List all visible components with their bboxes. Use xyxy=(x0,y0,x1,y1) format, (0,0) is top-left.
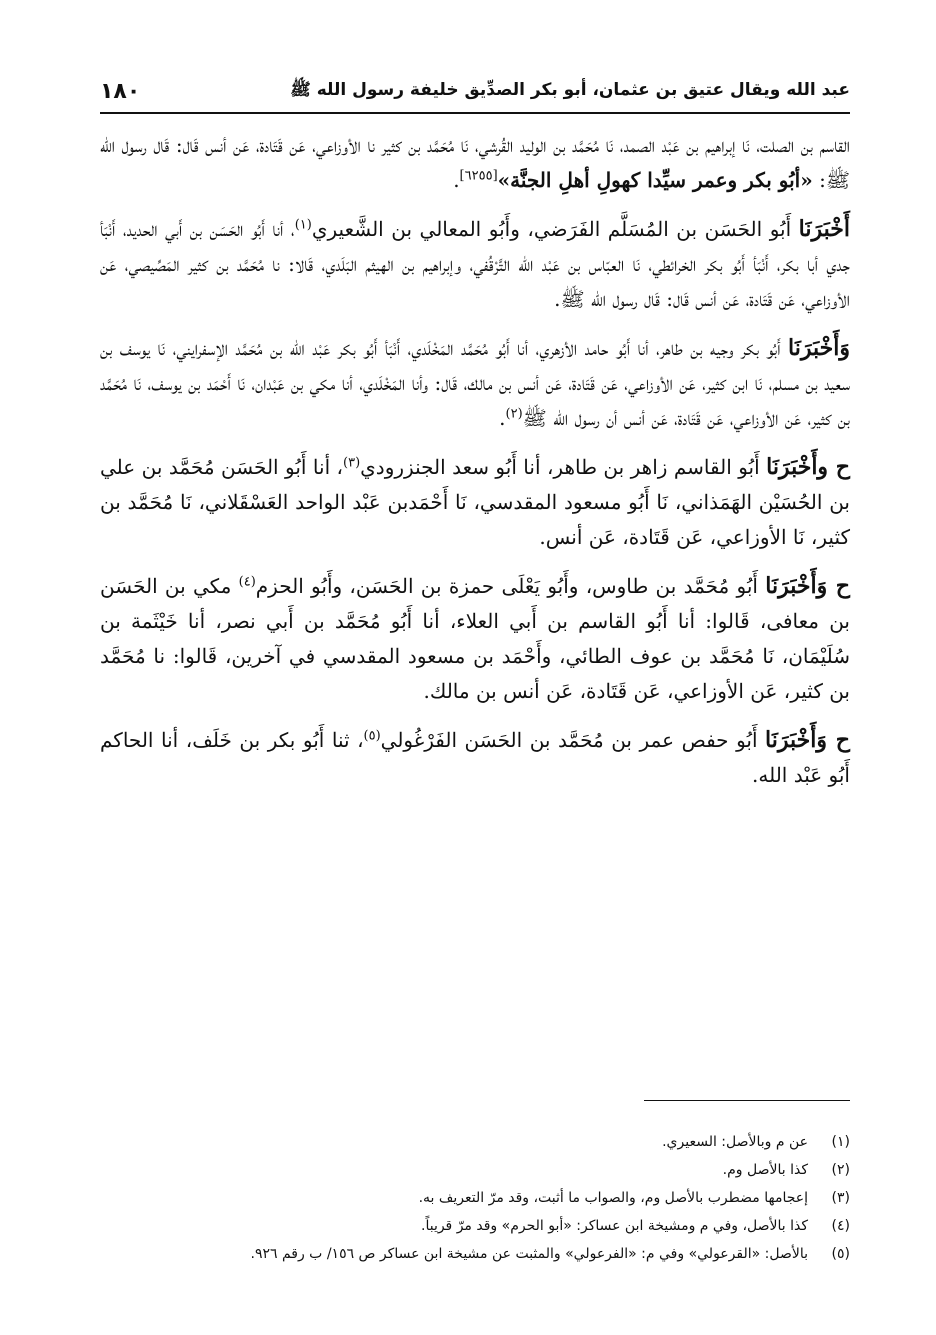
footnote-ref-5[interactable]: (٥) xyxy=(363,728,381,744)
paragraph-lead: ح وَأَخْبَرَنَا xyxy=(765,573,850,599)
footnote-number: (٢) xyxy=(831,1162,850,1178)
footnote-text: عن م وبالأصل: السعيري. xyxy=(662,1134,808,1150)
footnote-text: كذا بالأصل، وفي م ومشيخة ابن عساكر: «أبو الحرم» وقد مرّ قريباً. xyxy=(421,1218,808,1234)
running-title: عبد الله ويقال عتيق بن عثمان، أبو بكر الصدِّيق خليفة رسول الله ﷺ xyxy=(290,79,850,100)
paragraph-3: وَأَخْبَرَنَا أَبُو بكر وجيه بن طاهر، أنا أَبُو حامد الأزهري، أنا أَبُو مُحَمَّد المَخْلَدي، أَنْبَأ أَبُو بكر عَبْد الله بن مُحَمَّد الإسفرايني، نَا يوسف بن سعيد بن مسلم، نَا ابن كثير، عَن الأوزاعي، عَن قَتَادة، عَن أنس بن مالك، قَال: وأنا المَخْلَدي، أنا مكي بن عَبْدان، نَا أَحْمَد بن يوسف، نَا مُحَمَّد بن كثير، عَن الأوزاعي، عَن قَتَادة، عَن أنس أن رسول الله ﷺ$^{(٢)}$. xyxy=(100,335,850,430)
page-header xyxy=(100,74,850,108)
paragraph-5: ح وَأَخْبَرَنَا أَبُو مُحَمَّد بن طاوس، وأَبُو يَعْلَى حمزة بن الحَسَن، وأَبُو الحزم$^{(٤)}$ مكي بن الحَسَن بن معافى، قَالوا: أنا أَبُو القاسم بن أَبي العلاء، أنا أَبُو مُحَمَّد بن أَبي نصر، أنا خَيْثَمة بن سُلَيْمَان، نَا مُحَمَّد بن عوف الطائي، وأَحْمَد بن مسعود المقدسي في آخرين، قَالوا: نا مُحَمَّد بن كثير، عَن الأوزاعي، عَن قَتَادة، عَن أنس بن مالك. xyxy=(100,573,850,703)
footnote-item xyxy=(100,1128,850,1156)
paragraph-1: القاسم بن الصلت، نَا إبراهيم بن عَبْد الصمد، نَا مُحَمَّد بن الوليد القُرشي، نَا مُحَمَّد بن كثير نا الأوزاعي، عَن قَتَادة، عَن أنس قَال: قَال رسول الله ﷺ: «أبُو بكر وعمر سيِّدا كهولِ أهلِ الجنَّة»[٦٢٥٥]. xyxy=(100,133,850,192)
footnote-number: (٤) xyxy=(831,1218,850,1234)
footnote-ref-4[interactable]: (٤) xyxy=(238,574,256,590)
footnote-item xyxy=(100,1240,850,1268)
footnote-item xyxy=(100,1212,850,1240)
header-rule xyxy=(100,112,850,114)
footnote-number: (٣) xyxy=(831,1190,850,1206)
footnote-text: إعجامها مضطرب بالأصل وم، والصواب ما أثبت، وقد مرّ التعريف به. xyxy=(418,1190,808,1206)
paragraph-2: أَخْبَرَنَا أَبُو الحَسَن بن المُسَلَّم الفَرَضي، وأَبُو المعالي بن الشَّعيري$^{(١)}$، أنا أَبُو الحَسَن بن أَبي الحديد، أَنْبَأ جدي أبا بكر، أَنْبَأ أَبُو بكر الخرائطي، نَا العبّاس بن عَبْد الله التَّرْقُفي، وإبراهيم بن الهيثم البَلَدي، قَالا: نا مُحَمَّد بن كثير المَصِّيصي، عَن الأوزاعي، عَن قَتَادة، عَن أنس قَال: قَال رسول الله ﷺ. xyxy=(100,216,850,311)
paragraph-4: ح وأَخْبَرَنَا أَبُو القاسم زاهر بن طاهر، أنا أَبُو سعد الجنزرودي$^{(٣)}$، أنا أَبُو الحَسَن مُحَمَّد بن علي بن الحُسَيْن الهَمَذاني، نَا أَبُو مسعود المقدسي، نَا أَحْمَدبن عَبْد الواحد العَسْقَلاني، نَا مُحَمَّد بن كثير، نَا الأوزاعي، عَن قَتَادة، عَن أنس. xyxy=(100,454,851,549)
page-number: ١٨٠ xyxy=(100,78,141,104)
footnotes xyxy=(100,1128,850,1268)
footnote-text: كذا بالأصل وم. xyxy=(722,1162,808,1178)
paragraph-lead: أَخْبَرَنَا xyxy=(798,216,850,242)
footnote-separator xyxy=(644,1100,850,1101)
footnote-item xyxy=(100,1184,850,1212)
paragraph-lead: وَأَخْبَرَنَا xyxy=(788,335,850,361)
paragraph-lead: ح وأَخْبَرَنَا xyxy=(766,454,850,480)
hadith-quote: «أبُو بكر وعمر سيِّدا كهولِ أهلِ الجنَّة» xyxy=(497,168,813,192)
book-page xyxy=(100,58,850,1298)
paragraph-6: ح وَأَخْبَرَنَا أَبُو حفص عمر بن مُحَمَّد بن الحَسَن الفَرْغُولي$^{(٥)}$، ثنا أَبُو بكر بن خَلَف، أنا الحاكم أَبُو عَبْد الله. xyxy=(100,727,851,787)
footnote-item xyxy=(100,1156,850,1184)
footnote-number: (٥) xyxy=(831,1246,850,1262)
footnote-ref-1[interactable]: (١) xyxy=(294,217,312,233)
footnote-ref-2[interactable]: (٢) xyxy=(505,406,523,422)
footnote-ref-3[interactable]: (٣) xyxy=(343,455,361,471)
footnote-text: بالأصل: «القرعولي» وفي م: «الفرعولي» والمثبت عن مشيخة ابن عساكر ص ١٥٦/ ب رقم ٩٢٦. xyxy=(250,1246,808,1262)
hadith-number: [٦٢٥٥] xyxy=(459,168,498,184)
footnote-number: (١) xyxy=(831,1134,850,1150)
main-text xyxy=(100,128,850,807)
paragraph-lead: ح وَأَخْبَرَنَا xyxy=(765,727,851,753)
